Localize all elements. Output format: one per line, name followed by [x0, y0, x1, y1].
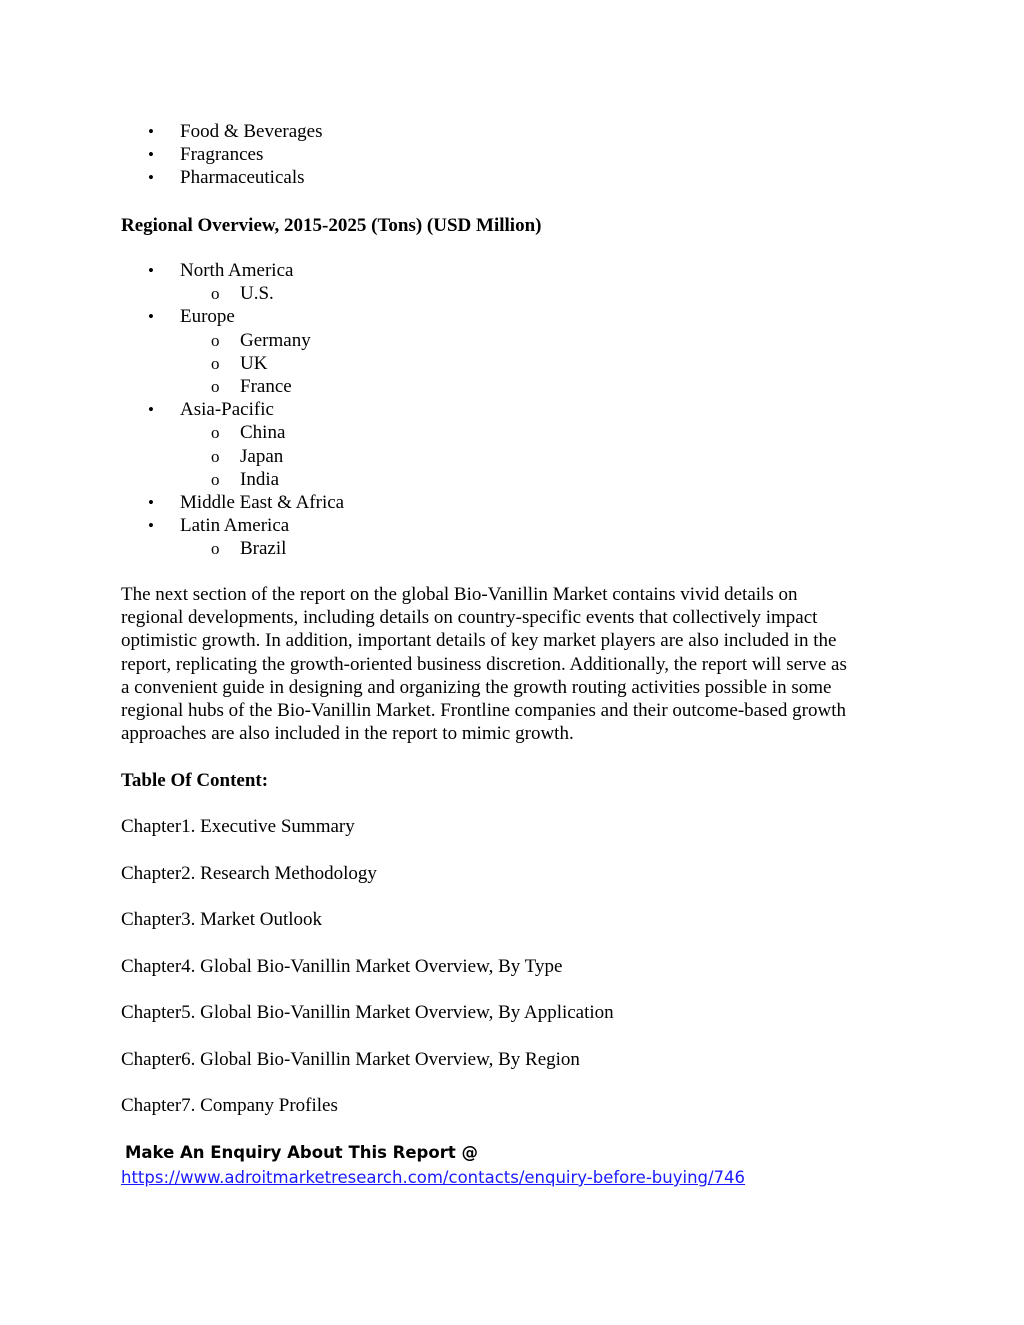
country-item	[121, 445, 344, 468]
regional-heading: Regional Overview, 2015-2025 (Tons) (USD Million)	[121, 215, 542, 236]
country-label: India	[240, 468, 280, 490]
region-item	[121, 491, 344, 514]
sub-bullet-icon: o	[211, 330, 220, 350]
list-item	[121, 143, 322, 166]
sub-bullet-icon: o	[211, 284, 220, 304]
paragraph-line: The next section of the report on the global Bio-Vanillin Market contains vivid details on	[121, 584, 798, 605]
toc-chapter: Chapter3. Market Outlook	[121, 909, 323, 930]
paragraph-line: regional hubs of the Bio-Vanillin Market. Frontline companies and their outcome-based growth	[121, 700, 846, 722]
bullet-icon: •	[148, 145, 154, 165]
paragraph-line: optimistic growth. In addition, important details of key market players are also included in the	[121, 630, 837, 652]
list-item-label: Pharmaceuticals	[180, 167, 305, 189]
region-item	[121, 514, 344, 537]
bullet-icon: •	[148, 492, 154, 512]
toc-chapter: Chapter7. Company Profiles	[121, 1095, 338, 1116]
list-item-label: Food & Beverages	[180, 121, 323, 142]
region-label: Latin America	[180, 515, 290, 537]
bullet-icon: •	[148, 307, 154, 327]
sub-bullet-icon: o	[211, 469, 220, 489]
sub-bullet-icon: o	[211, 446, 220, 466]
sub-bullet-icon: o	[211, 353, 220, 373]
toc-chapter: Chapter2. Research Methodology	[121, 863, 377, 884]
region-item	[121, 259, 344, 282]
country-item	[121, 329, 344, 352]
enquiry-label: Make An Enquiry About This Report @	[125, 1143, 478, 1162]
toc-chapter: Chapter4. Global Bio-Vanillin Market Overview, By Type	[121, 956, 563, 977]
sub-bullet-icon: o	[211, 539, 220, 559]
bullet-icon: •	[148, 516, 154, 536]
list-item	[121, 166, 322, 189]
paragraph-line: regional developments, including details on country-specific events that collectively impact	[121, 607, 818, 629]
country-label: U.S.	[240, 283, 274, 305]
toc-chapter: Chapter5. Global Bio-Vanillin Market Overview, By Application	[121, 1002, 614, 1023]
paragraph-line: report, replicating the growth-oriented business discretion. Additionally, the report will serve as	[121, 653, 847, 675]
region-label: Middle East & Africa	[180, 491, 345, 513]
bullet-icon: •	[148, 168, 154, 188]
description-paragraph	[121, 583, 901, 745]
country-label: China	[240, 422, 286, 444]
toc-chapter: Chapter1. Executive Summary	[121, 816, 355, 837]
paragraph-line: approaches are also included in the report to mimic growth.	[121, 723, 574, 745]
sub-bullet-icon: o	[211, 423, 220, 443]
region-label: North America	[180, 260, 294, 281]
list-item	[121, 120, 322, 143]
country-label: Brazil	[240, 538, 287, 560]
country-label: Germany	[240, 329, 311, 351]
region-label: Europe	[180, 306, 235, 328]
bullet-icon: •	[148, 261, 154, 280]
paragraph-line: a convenient guide in designing and organizing the growth routing activities possible in some	[121, 676, 832, 698]
sub-bullet-icon: o	[211, 376, 220, 396]
country-item	[121, 421, 344, 444]
toc-heading: Table Of Content:	[121, 770, 269, 791]
enquiry-link[interactable]: https://www.adroitmarketresearch.com/contacts/enquiry-before-buying/746	[121, 1168, 746, 1187]
regional-list	[121, 259, 344, 560]
toc-chapter: Chapter6. Global Bio-Vanillin Market Overview, By Region	[121, 1049, 580, 1070]
list-item-label: Fragrances	[180, 144, 264, 166]
region-item	[121, 398, 344, 421]
country-label: France	[240, 375, 292, 397]
country-label: Japan	[240, 445, 284, 467]
country-label: UK	[240, 352, 268, 374]
country-item	[121, 537, 344, 560]
country-item	[121, 375, 344, 398]
country-item	[121, 352, 344, 375]
application-list	[121, 120, 322, 190]
country-item	[121, 282, 344, 305]
bullet-icon: •	[148, 400, 154, 420]
bullet-icon: •	[148, 122, 154, 141]
region-label: Asia-Pacific	[180, 399, 274, 421]
region-item	[121, 305, 344, 328]
country-item	[121, 468, 344, 491]
